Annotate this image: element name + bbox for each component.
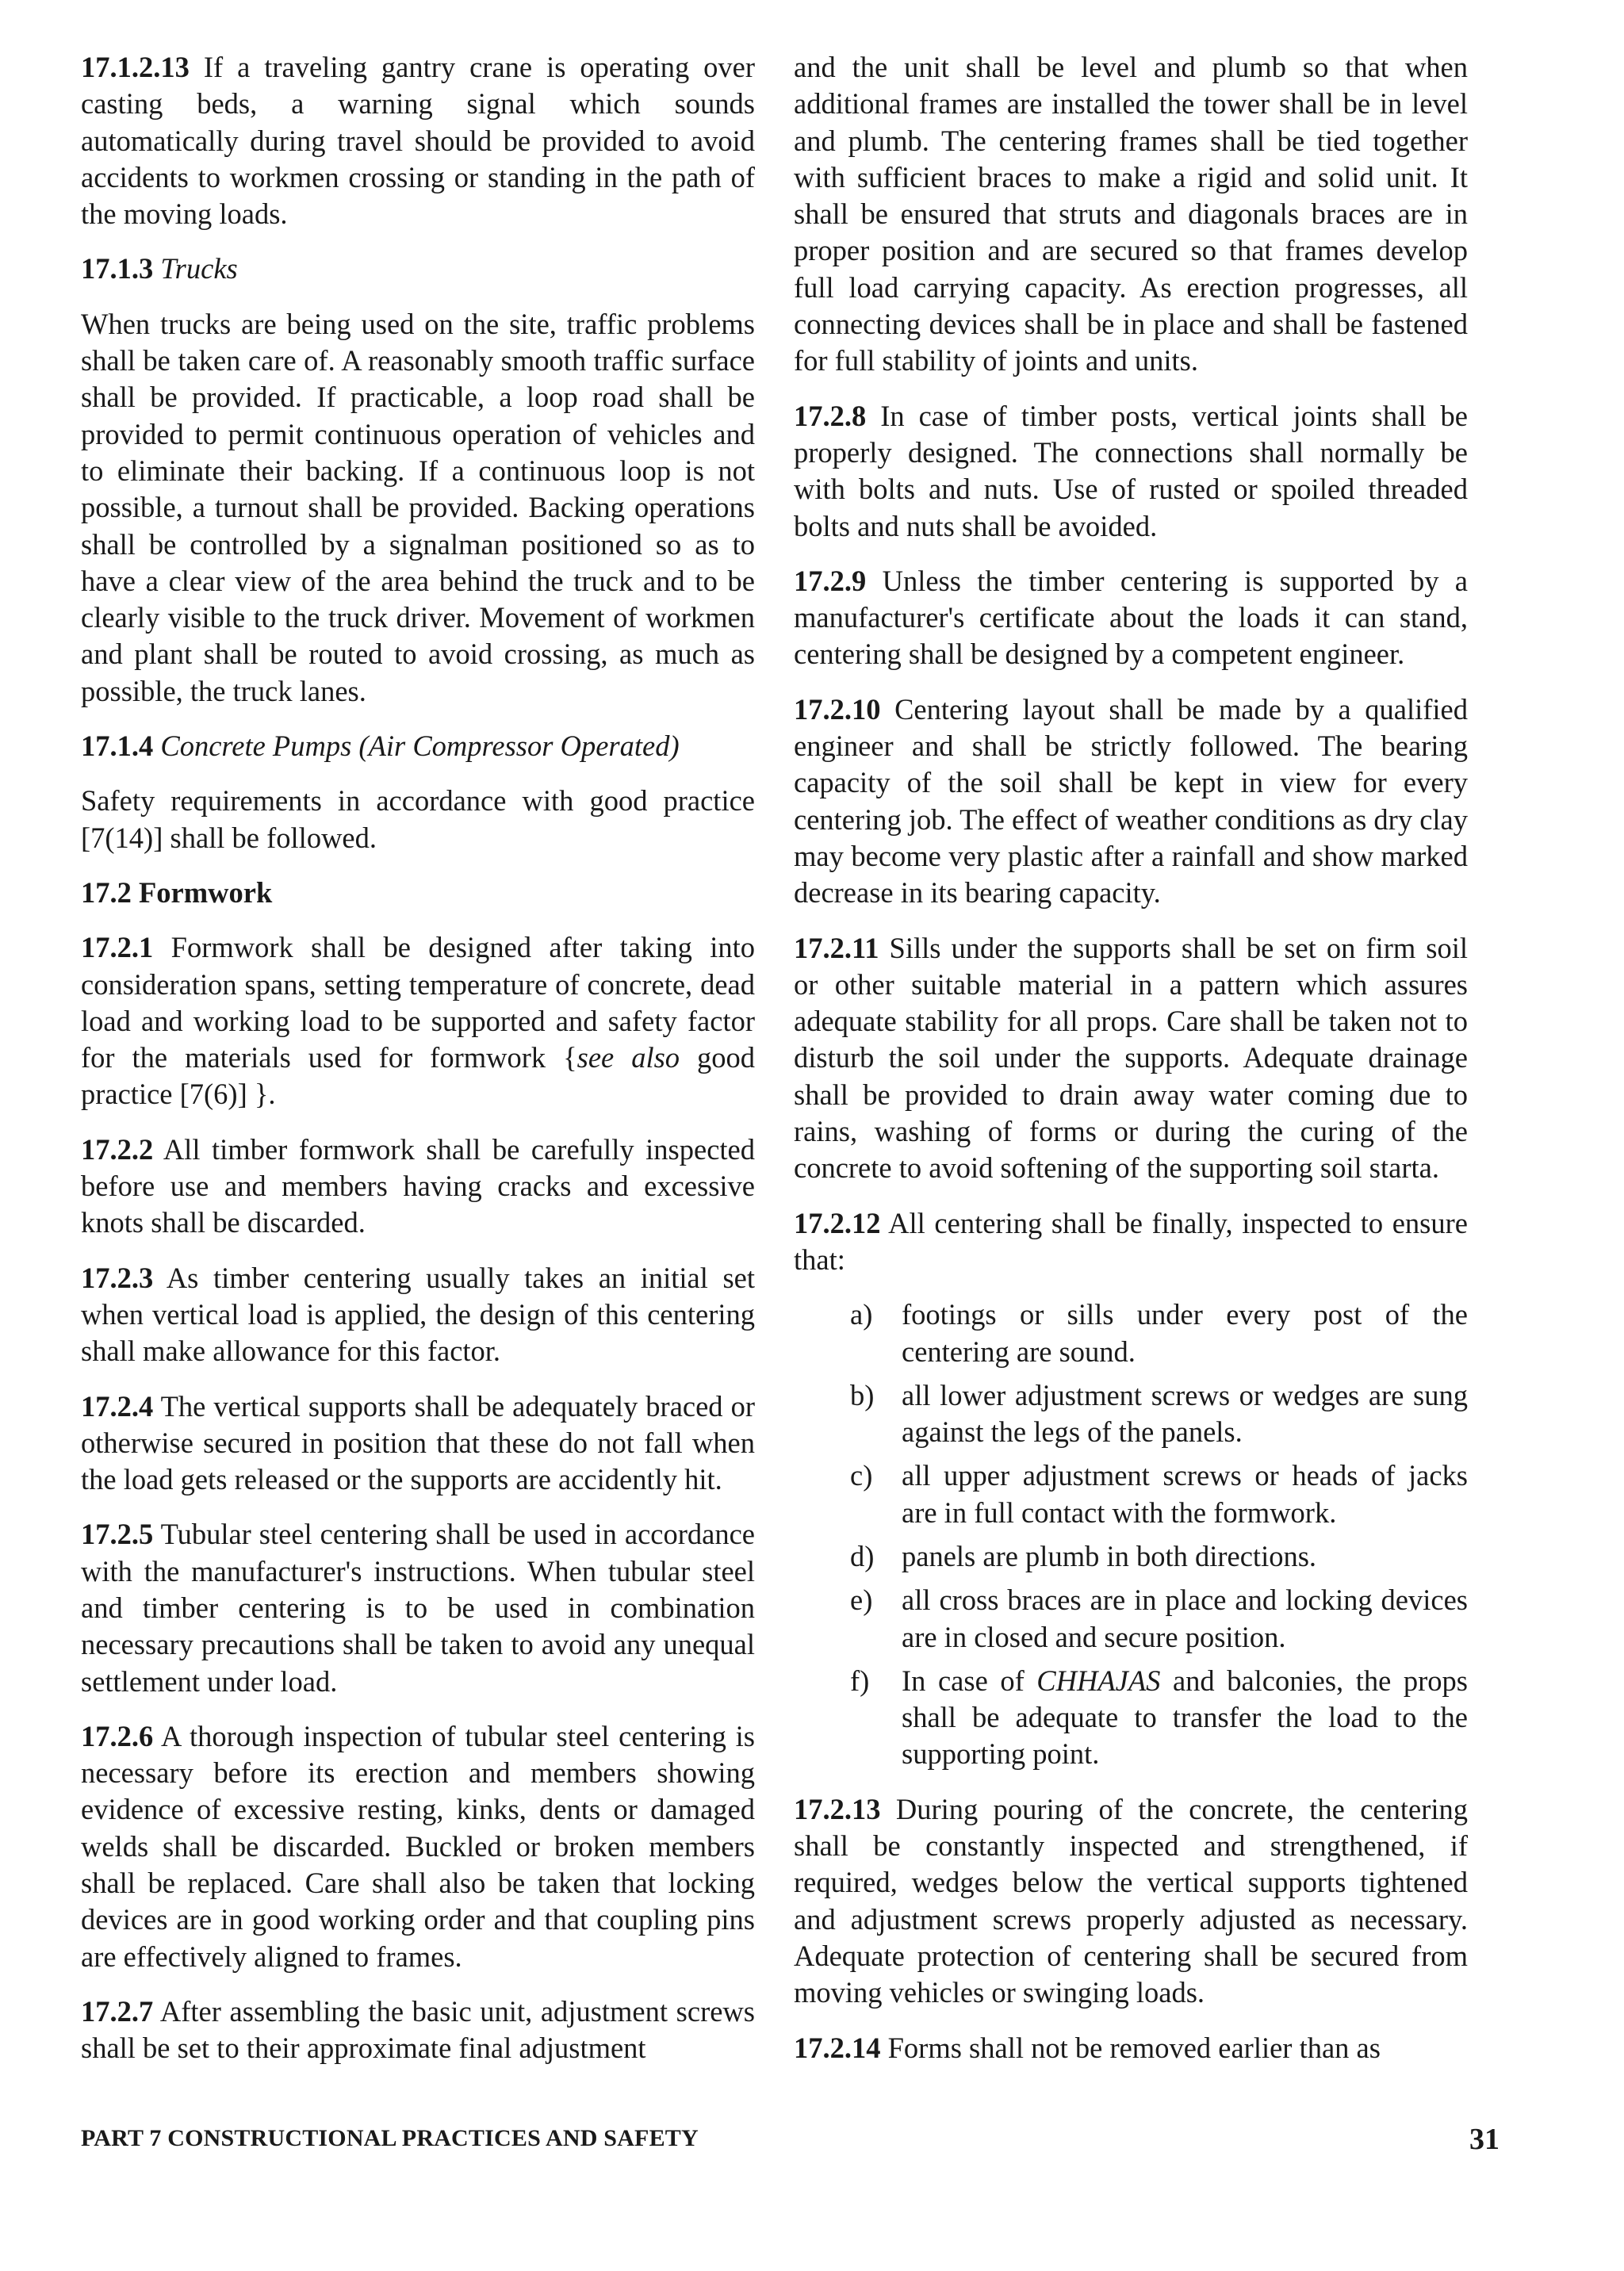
clause-17-2-6 [81,1718,755,1975]
clause-text: Sills under the supports shall be set on firm soil or other suitable material in a pattern which assures adequate stability for all props. Care shall be taken not to disturb the soil under the supports. Adequate drainage shall be provided to drain away water coming due to rains, washing of forms or during the curing of the concrete to avoid softening of the supporting soil starta. [794,931,1468,1185]
inspection-list [794,1296,1468,1773]
clause-17-2-4 [81,1388,755,1499]
list-item-text: In case of [902,1664,1037,1697]
clause-number: 17.2.6 [81,1719,154,1752]
clause-text: During pouring of the concrete, the centering shall be constantly inspected and strengthened, if required, wedges below the vertical supports tightened and adjustment screws properly adjusted as necessary. Adequate protection of centering shall be secured from moving vehicles or swinging loads. [794,1792,1468,2009]
clause-17-2-11 [794,930,1468,1187]
clause-17-2-2 [81,1132,755,1242]
clause-17-2-7-continued: and the unit shall be level and plumb so that when additional frames are installed the tower shall be in level and plumb. The centering frames shall be tied together with sufficient braces to make a rigid and solid unit. It shall be ensured that struts and diagonals braces are in proper position and are secured so that frames develop full load carrying capacity. As erection progresses, all connecting devices shall be in place and shall be fastened for full stability of joints and units. [794,51,1468,377]
clause-number: 17.2.4 [81,1389,154,1423]
clause-text: In case of timber posts, vertical joints shall be properly designed. The connections shall normally be with bolts and nuts. Use of rusted or spoiled threaded bolts and nuts shall be avoided. [794,399,1469,542]
heading-formwork: 17.2 Formwork [81,875,273,909]
clause-number: 17.2.7 [81,1994,154,2028]
list-item-text: all upper adjustment screws or heads of jacks are in full contact with the formwork. [902,1459,1468,1529]
clause-number: 17.2.8 [794,399,867,432]
list-item-text: panels are plumb in both directions. [902,1539,1317,1572]
clause-number: 17.2.12 [794,1206,881,1239]
right-column [794,49,1468,2085]
clause-number: 17.2.2 [81,1132,154,1166]
clause-17-2-5 [81,1516,755,1699]
clause-17-2-14 [794,2030,1468,2066]
pumps-paragraph: Safety requirements in accordance with good practice [7(14)] shall be followed. [81,784,755,854]
clause-text: A thorough inspection of tubular steel centering is necessary before its erection and members showing evidence of excessive resting, kinks, dents or damaged welds shall be discarded. Buckled or broken members shall be replaced. Care shall also be taken that locking devices are in good working order and that coupling pins are effectively aligned to frames. [81,1719,755,1973]
list-item-text: all cross braces are in place and locking devices are in closed and secure position. [902,1584,1468,1653]
clause-17-2-8 [794,398,1468,545]
heading-trucks [81,251,755,287]
clause-17-2-9 [794,563,1468,673]
clause-17-2-7 [81,1993,755,2067]
clause-number: 17.1.2.13 [81,51,190,83]
list-item [794,1582,1468,1656]
clause-text: Formwork shall be designed after taking into consideration spans, setting temperature of concrete, dead load and working load to be supported and safety factor for the materials used for formwork { [81,931,756,1074]
clause-number: 17.2.3 [81,1261,154,1294]
heading-number: 17.1.3 [81,252,154,285]
heading-title: Trucks [160,252,238,285]
list-item-label: f) [850,1664,870,1697]
clause-17-2-10 [794,691,1468,912]
heading-title: Concrete Pumps (Air Compressor Operated) [160,730,680,763]
clause-number: 17.2.5 [81,1518,154,1551]
list-item-text: footings or sills under every post of the centering are sound. [902,1298,1468,1368]
list-item [794,1663,1468,1773]
list-item-label: e) [850,1584,873,1617]
list-item [794,1377,1468,1451]
clause-17-2-12 [794,1205,1468,1279]
clause-text: All centering shall be finally, inspected to ensure that: [794,1206,1468,1276]
clause-number: 17.2.10 [794,692,881,726]
heading-number: 17.1.4 [81,730,154,763]
list-item-label: b) [850,1378,875,1411]
clause-text: If a traveling gantry crane is operating over casting beds, a warning signal which sounds automatically during travel should be provided to avoid accidents to workmen crossing or standing in the path of the moving loads. [81,51,756,231]
left-column [81,49,755,2085]
list-item [794,1538,1468,1575]
clause-number: 17.2.1 [81,931,154,964]
clause-17-2-1 [81,929,755,1113]
list-item [794,1457,1468,1531]
chhajas-term: CHHAJAS [1036,1664,1161,1697]
heading-concrete-pumps [81,728,755,764]
see-also-text: see also [576,1041,680,1074]
list-item [794,1296,1468,1370]
list-item-label: c) [850,1459,873,1492]
clause-text: Forms shall not be removed earlier than as [887,2031,1381,2064]
clause-text-end: good practice [7(6)] }. [81,1041,756,1111]
clause-number: 17.2.9 [794,564,867,597]
clause-text: All timber formwork shall be carefully inspected before use and members having cracks and excessive knots shall be discarded. [81,1132,755,1239]
clause-17-2-3 [81,1260,755,1370]
clause-17-2-13 [794,1791,1468,2012]
clause-number: 17.2.14 [794,2031,881,2064]
clause-text: Centering layout shall be made by a qualified engineer and shall be strictly followed. The bearing capacity of the soil shall be kept in view for every centering job. The effect of weather conditions as dry clay may become very plastic after a rainfall and show marked decrease in its bearing capacity. [794,692,1468,910]
trucks-paragraph: When trucks are being used on the site, traffic problems shall be taken care of. A reasonably smooth traffic surface shall be provided. If practicable, a loop road shall be provided to permit continuous operation of vehicles and to eliminate their backing. If a continuous loop is not possible, a turnout shall be provided. Backing operations shall be controlled by a signalman positioned so as to have a clear view of the area behind the truck and to be clearly visible to the truck driver. Movement of workmen and plant shall be routed to avoid crossing, as much as possible, the truck lanes. [81,307,755,707]
clause-text: Tubular steel centering shall be used in accordance with the manufacturer's instructions. When tubular steel and timber centering is to be used in combination necessary precautions shall be taken to avoid any unequal settlement under load. [81,1518,755,1698]
clause-text: After assembling the basic unit, adjustment screws shall be set to their approximate final adjustment [81,1994,755,2065]
list-item-text: all lower adjustment screws or wedges are sung against the legs of the panels. [902,1378,1468,1449]
clause-number: 17.2.13 [794,1792,881,1825]
clause-text: The vertical supports shall be adequately braced or otherwise secured in position that these do not fall when the load gets released or the supports are accidently hit. [81,1389,755,1496]
list-item-label: d) [850,1539,875,1572]
clause-number: 17.2.11 [794,931,879,964]
clause-text: As timber centering usually takes an initial set when vertical load is applied, the design of this centering shall make allowance for this factor. [81,1261,755,1368]
footer-part-title: PART 7 CONSTRUCTIONAL PRACTICES AND SAFETY [81,2125,699,2151]
clause-text: Unless the timber centering is supported by a manufacturer's certificate about the loads it can stand, centering shall be designed by a competent engineer. [794,564,1468,671]
clause-17-1-2-13 [81,49,755,232]
page-number: 31 [1469,2123,1500,2156]
list-item-label: a) [850,1298,873,1331]
list-item-text-end: and balconies, the props shall be adequate to transfer the load to the supporting point. [902,1664,1468,1771]
